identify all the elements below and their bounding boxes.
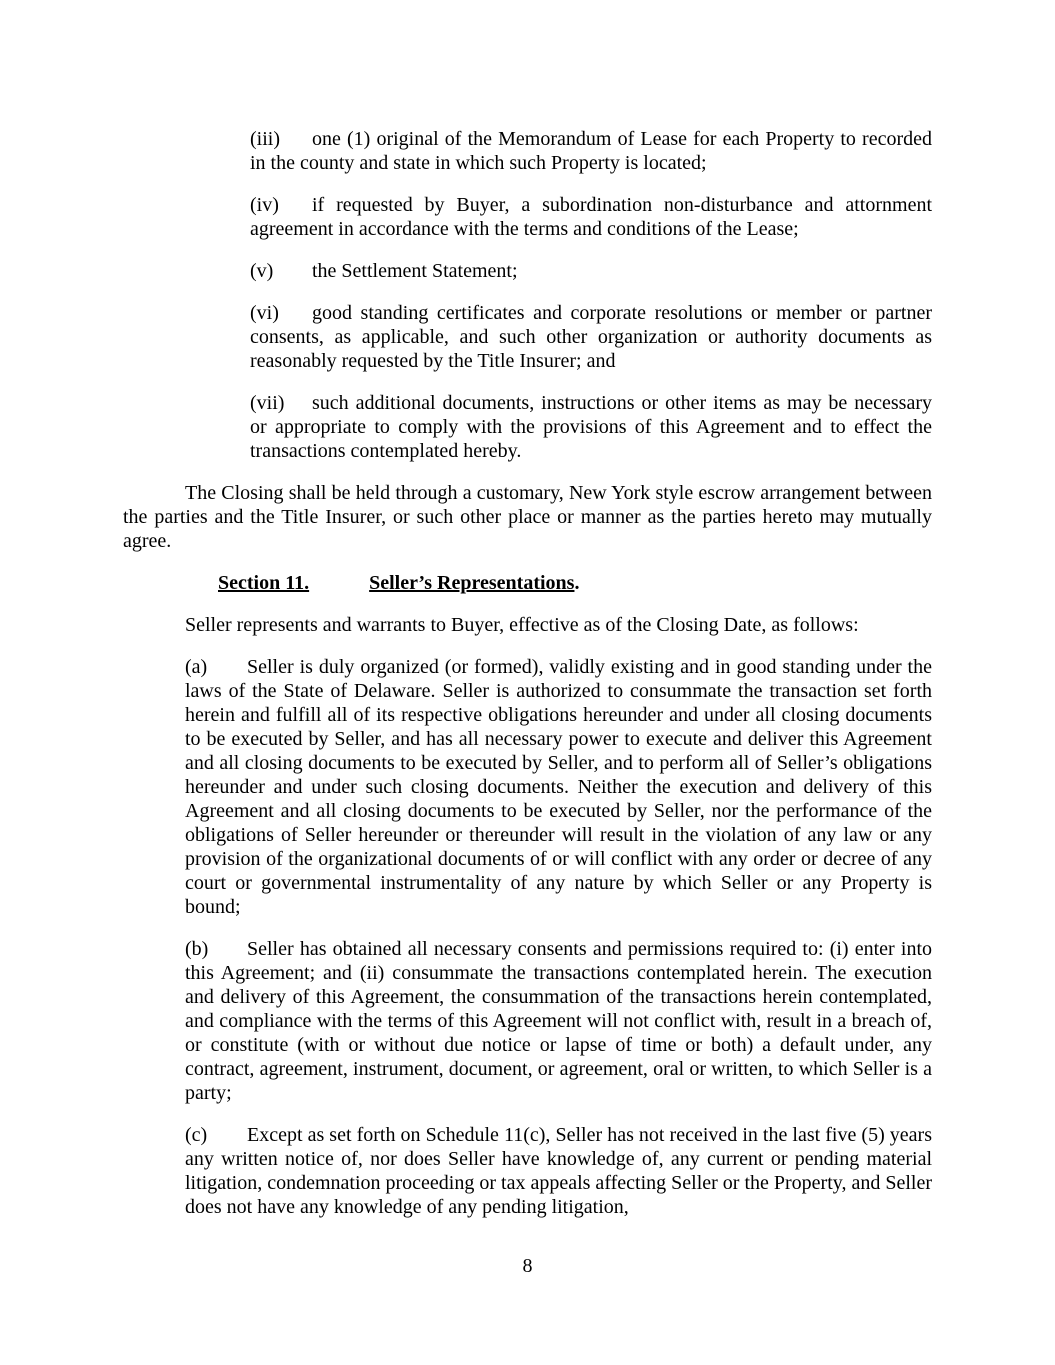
- clause-vii: [250, 391, 932, 463]
- clause-iii: [250, 127, 932, 175]
- clause-vi: [250, 301, 932, 373]
- intro-paragraph: Seller represents and warrants to Buyer, effective as of the Closing Date, as follows:: [185, 614, 859, 636]
- clause-vi-text: good standing certificates and corporate resolutions or member or partner consents, as applicable, and such other organization or authority documents as reasonably requested by the Title Insurer; and: [250, 302, 932, 372]
- clause-iii-marker: (iii): [250, 128, 280, 150]
- clause-v-text: the Settlement Statement;: [312, 260, 518, 282]
- page-number: 8: [522, 1255, 533, 1277]
- representation-c-text: Except as set forth on Schedule 11(c), Seller has not received in the last five (5) years any written notice of, nor does Seller have knowledge of, any current or pending material litigation, condemnation proceeding or tax appeals affecting Seller or the Property, and Seller does not have any knowledge of any pending litigation,: [185, 1124, 932, 1218]
- clause-vii-text: such additional documents, instructions or other items as may be necessary or appropriate to comply with the provisions of this Agreement and to effect the transactions contemplated hereby.: [250, 392, 932, 462]
- representation-b: [185, 937, 932, 1105]
- representation-a-marker: (a): [185, 656, 208, 678]
- clause-iii-text: one (1) original of the Memorandum of Lease for each Property to recorded in the county and state in which such Property is located;: [250, 128, 932, 174]
- clause-iv: [250, 193, 932, 241]
- clause-iv-text: if requested by Buyer, a subordination non-disturbance and attornment agreement in accordance with the terms and conditions of the Lease;: [250, 194, 932, 240]
- closing-paragraph: The Closing shall be held through a customary, New York style escrow arrangement between the parties and the Title Insurer, or such other place or manner as the parties hereto may mutually agree.: [123, 482, 932, 552]
- clause-v-marker: (v): [250, 260, 274, 282]
- representation-a-text: Seller is duly organized (or formed), validly existing and in good standing under the laws of the State of Delaware. Seller is authorized to consummate the transaction set forth herein and fulfill all of its respective obligations hereunder and under all closing documents to be executed by Seller, and has all necessary power to execute and deliver this Agreement and all closing documents to be executed by Seller, and to perform all of Seller’s obligations hereunder and under such closing documents. Neither the execution and delivery of this Agreement and all closing documents to be executed by Seller, nor the performance of the obligations of Seller hereunder or thereunder will result in the violation of any law or any provision of the organizational documents of or will conflict with any order or decree of any court or governmental instrumentality of any nature by which Seller or any Property is bound;: [185, 656, 932, 918]
- document-content: [123, 127, 932, 1237]
- clause-v: [250, 259, 932, 283]
- section-heading-title: Seller’s Representations: [369, 572, 575, 594]
- representation-a: [185, 655, 932, 919]
- representation-c-marker: (c): [185, 1124, 208, 1146]
- representation-c: [185, 1123, 932, 1219]
- representation-b-text: Seller has obtained all necessary consents and permissions required to: (i) enter into this Agreement; and (ii) consummate the transactions contemplated herein. The execution and delivery of this Agreement, the consummation of the transactions herein contemplated, and compliance with the terms of this Agreement will not conflict with, result in a breach of, or constitute (with or without due notice or lapse of time or both) a default under, any contract, agreement, instrument, document, or agreement, oral or written, to which Seller is a party;: [185, 938, 932, 1104]
- section-heading-number: Section 11.: [218, 572, 310, 594]
- clause-iv-marker: (iv): [250, 194, 279, 216]
- representation-b-marker: (b): [185, 938, 209, 960]
- section-heading: [218, 571, 932, 595]
- section-heading-period: .: [574, 572, 580, 594]
- clause-vi-marker: (vi): [250, 302, 279, 324]
- clause-vii-marker: (vii): [250, 392, 285, 414]
